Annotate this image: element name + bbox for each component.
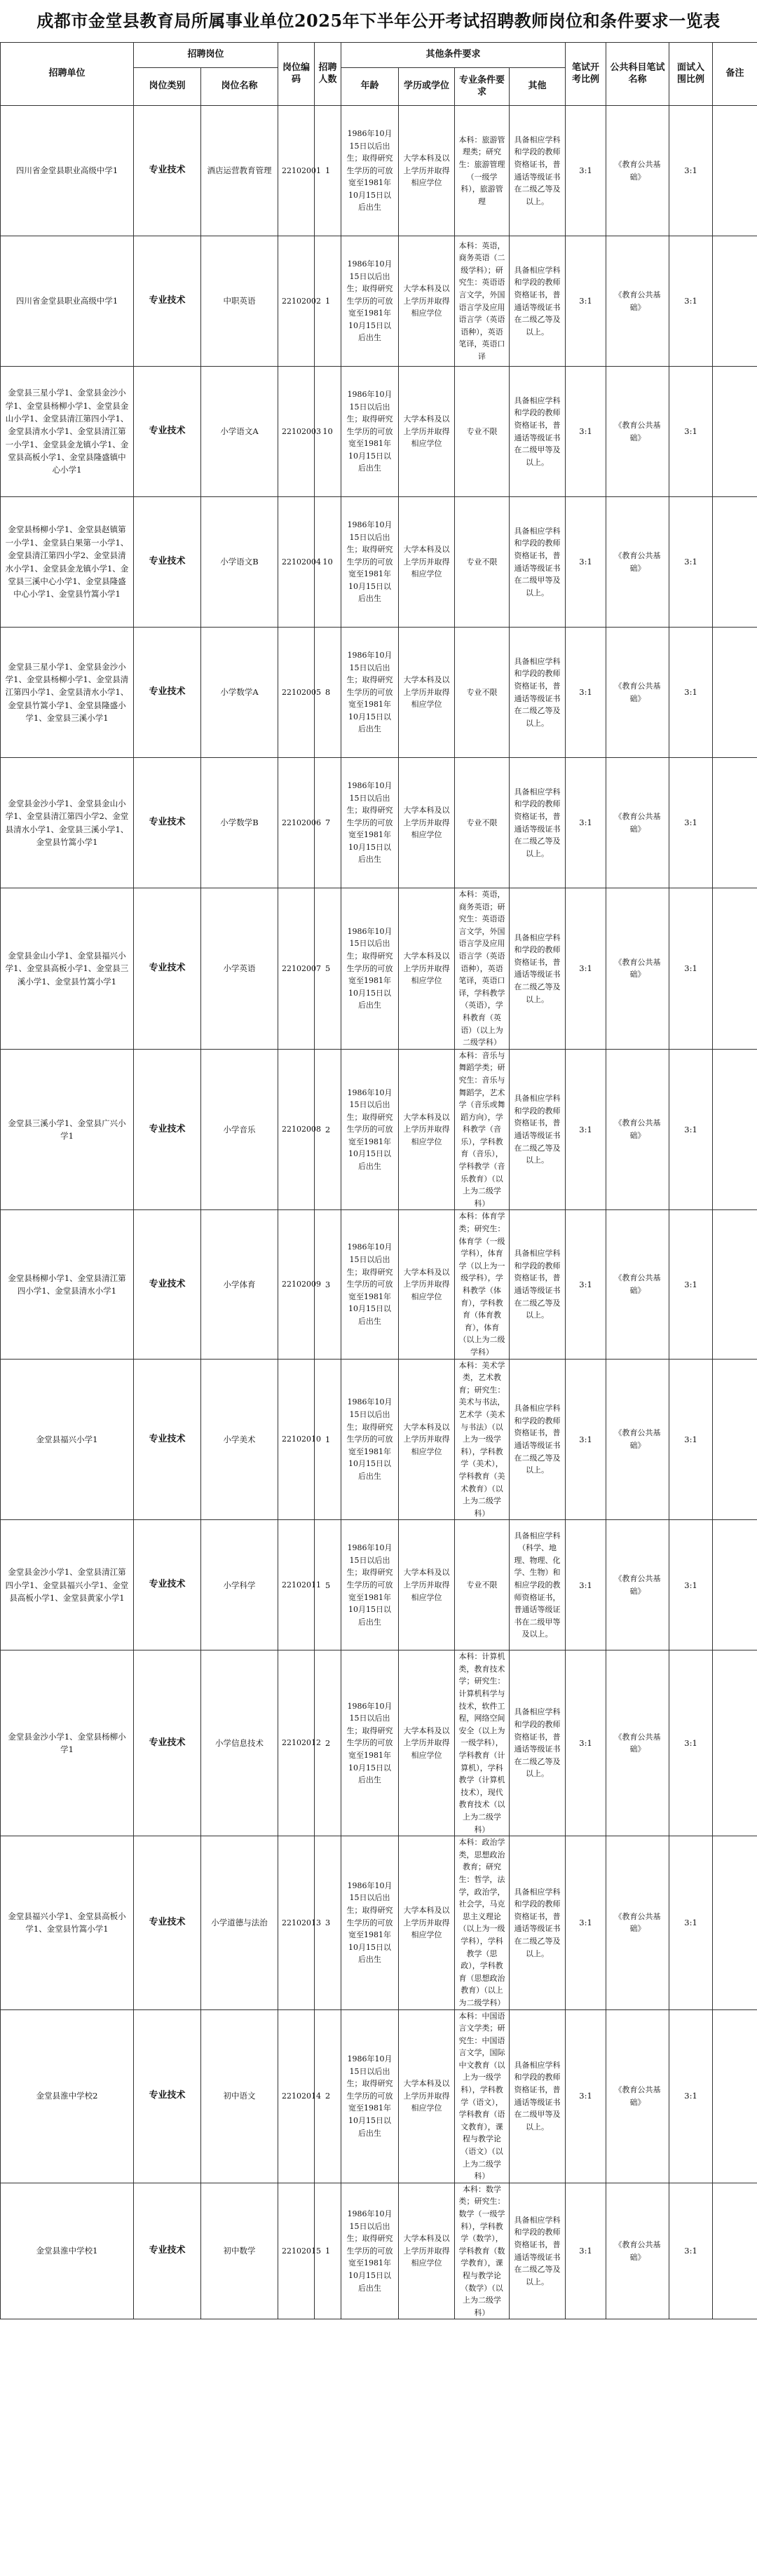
position-name-cell: 小学体育 [201,1210,278,1359]
subject-cell: 《教育公共基础》 [606,497,669,628]
unit-cell: 金堂县三星小学1、金堂县金沙小学1、金堂县杨柳小学1、金堂县清江第四小学1、金堂县清水小学1、金堂县竹篙小学1、金堂县隆盛小学1、金堂县三溪小学1 [1,628,134,758]
header-position-group: 招聘岗位 [134,43,278,68]
interview-cell: 3:1 [669,2009,713,2183]
table-row [1,1359,757,1520]
unit-cell: 四川省金堂县职业高级中学1 [1,106,134,236]
unit-cell: 金堂县金沙小学1、金堂县金山小学1、金堂县清江第四小学2、金堂县清水小学1、金堂县三溪小学1、金堂县竹篙小学1 [1,758,134,888]
recruitment-table [0,42,757,2319]
interview-cell: 3:1 [669,888,713,1050]
remarks-cell [713,106,757,236]
position-name-cell: 小学数学A [201,628,278,758]
age-cell: 1986年10月15日以后出生；取得研究生学历的可放宽至1981年10月15日以后出生 [341,367,399,497]
other-cell: 具备相应学科和学段的教师资格证书，普通话等级证书在二级乙等及以上。 [510,1049,566,1210]
position-name-cell: 小学信息技术 [201,1650,278,1836]
subject-cell: 《教育公共基础》 [606,236,669,367]
category-cell: 专业技术 [134,628,201,758]
interview-cell: 3:1 [669,1049,713,1210]
ratio-cell: 3:1 [566,888,606,1050]
unit-cell: 金堂县金沙小学1、金堂县清江第四小学1、金堂县福兴小学1、金堂县高板小学1、金堂县黄家小学1 [1,1520,134,1650]
table-row [1,2183,757,2319]
ratio-cell: 3:1 [566,758,606,888]
table-row [1,497,757,628]
remarks-cell [713,2183,757,2319]
ratio-cell: 3:1 [566,106,606,236]
ratio-cell: 3:1 [566,1520,606,1650]
ratio-cell: 3:1 [566,1836,606,2009]
major-cell: 专业不限 [455,1520,510,1650]
interview-cell: 3:1 [669,1520,713,1650]
major-cell: 专业不限 [455,497,510,628]
age-cell: 1986年10月15日以后出生；取得研究生学历的可放宽至1981年10月15日以后出生 [341,1049,399,1210]
remarks-cell [713,367,757,497]
subject-cell: 《教育公共基础》 [606,628,669,758]
table-row [1,888,757,1050]
major-cell: 本科：英语，商务英语；研究生：英语语言文学，外国语言学及应用语言学（英语语种），英语笔译，英语口译，学科教学（英语），学科教育（英语）（以上为二级学科） [455,888,510,1050]
other-cell: 具备相应学科和学段的教师资格证书，普通话等级证书在二级乙等及以上。 [510,1836,566,2009]
remarks-cell [713,888,757,1050]
category-cell: 专业技术 [134,497,201,628]
other-cell: 具备相应学科和学段的教师资格证书，普通话等级证书在二级乙等及以上。 [510,1650,566,1836]
count-cell: 3 [315,1210,341,1359]
position-name-cell: 小学美术 [201,1359,278,1520]
other-cell: 具备相应学科和学段的教师资格证书，普通话等级证书在二级甲等及以上。 [510,367,566,497]
position-name-cell: 小学语文A [201,367,278,497]
ratio-cell: 3:1 [566,497,606,628]
age-cell: 1986年10月15日以后出生；取得研究生学历的可放宽至1981年10月15日以后出生 [341,2009,399,2183]
code-cell: 22102009 [278,1210,315,1359]
table-row [1,1210,757,1359]
table-row [1,367,757,497]
edu-cell: 大学本科及以上学历并取得相应学位 [399,106,455,236]
subject-cell: 《教育公共基础》 [606,758,669,888]
count-cell: 7 [315,758,341,888]
other-cell: 具备相应学科和学段的教师资格证书，普通话等级证书在二级乙等及以上。 [510,106,566,236]
remarks-cell [713,1520,757,1650]
unit-cell: 金堂县三星小学1、金堂县金沙小学1、金堂县杨柳小学1、金堂县金山小学1、金堂县清江第四小学1、金堂县清水小学1、金堂县清江第一小学1、金堂县金龙镇小学1、金堂县高板小学1、金堂县隆盛镇中心小学1 [1,367,134,497]
remarks-cell [713,2009,757,2183]
count-cell: 8 [315,628,341,758]
header-ratio: 笔试开考比例 [566,43,606,106]
interview-cell: 3:1 [669,1836,713,2009]
age-cell: 1986年10月15日以后出生；取得研究生学历的可放宽至1981年10月15日以后出生 [341,758,399,888]
interview-cell: 3:1 [669,1650,713,1836]
edu-cell: 大学本科及以上学历并取得相应学位 [399,1836,455,2009]
position-name-cell: 小学道德与法治 [201,1836,278,2009]
age-cell: 1986年10月15日以后出生；取得研究生学历的可放宽至1981年10月15日以后出生 [341,1520,399,1650]
ratio-cell: 3:1 [566,628,606,758]
remarks-cell [713,1650,757,1836]
age-cell: 1986年10月15日以后出生；取得研究生学历的可放宽至1981年10月15日以后出生 [341,2183,399,2319]
edu-cell: 大学本科及以上学历并取得相应学位 [399,758,455,888]
major-cell: 专业不限 [455,628,510,758]
header-count: 招聘人数 [315,43,341,106]
interview-cell: 3:1 [669,2183,713,2319]
code-cell: 22102004 [278,497,315,628]
subject-cell: 《教育公共基础》 [606,1049,669,1210]
count-cell: 1 [315,236,341,367]
header-position-name: 岗位名称 [201,68,278,106]
table-header [1,43,757,106]
position-name-cell: 中职英语 [201,236,278,367]
category-cell: 专业技术 [134,888,201,1050]
subject-cell: 《教育公共基础》 [606,1520,669,1650]
interview-cell: 3:1 [669,236,713,367]
edu-cell: 大学本科及以上学历并取得相应学位 [399,367,455,497]
header-unit: 招聘单位 [1,43,134,106]
category-cell: 专业技术 [134,106,201,236]
code-cell: 22102014 [278,2009,315,2183]
count-cell: 5 [315,888,341,1050]
code-cell: 22102003 [278,367,315,497]
ratio-cell: 3:1 [566,2183,606,2319]
code-cell: 22102006 [278,758,315,888]
other-cell: 具备相应学科和学段的教师资格证书，普通话等级证书在二级甲等及以上。 [510,2009,566,2183]
interview-cell: 3:1 [669,367,713,497]
subject-cell: 《教育公共基础》 [606,1836,669,2009]
unit-cell: 金堂县淮中学校1 [1,2183,134,2319]
interview-cell: 3:1 [669,1359,713,1520]
ratio-cell: 3:1 [566,1210,606,1359]
category-cell: 专业技术 [134,1520,201,1650]
subject-cell: 《教育公共基础》 [606,106,669,236]
header-category: 岗位类别 [134,68,201,106]
age-cell: 1986年10月15日以后出生；取得研究生学历的可放宽至1981年10月15日以后出生 [341,1359,399,1520]
category-cell: 专业技术 [134,1650,201,1836]
major-cell: 专业不限 [455,367,510,497]
major-cell: 本科：中国语言文学类；研究生：中国语言文学，国际中文教育（以上为一级学科），学科教学（语文），学科教育（语文教育），课程与教学论（语文）（以上为二级学科） [455,2009,510,2183]
table-row [1,106,757,236]
unit-cell: 金堂县福兴小学1 [1,1359,134,1520]
table-row [1,2009,757,2183]
edu-cell: 大学本科及以上学历并取得相应学位 [399,1650,455,1836]
edu-cell: 大学本科及以上学历并取得相应学位 [399,1520,455,1650]
header-subject: 公共科目笔试名称 [606,43,669,106]
table-row [1,236,757,367]
edu-cell: 大学本科及以上学历并取得相应学位 [399,628,455,758]
edu-cell: 大学本科及以上学历并取得相应学位 [399,1359,455,1520]
table-body [1,106,757,2319]
unit-cell: 金堂县金沙小学1、金堂县杨柳小学1 [1,1650,134,1836]
interview-cell: 3:1 [669,1210,713,1359]
subject-cell: 《教育公共基础》 [606,888,669,1050]
subject-cell: 《教育公共基础》 [606,1650,669,1836]
unit-cell: 四川省金堂县职业高级中学1 [1,236,134,367]
other-cell: 具备相应学科和学段的教师资格证书，普通话等级证书在二级乙等及以上。 [510,888,566,1050]
code-cell: 22102013 [278,1836,315,2009]
count-cell: 10 [315,367,341,497]
header-code: 岗位编码 [278,43,315,106]
position-name-cell: 小学科学 [201,1520,278,1650]
code-cell: 22102010 [278,1359,315,1520]
header-other-group: 其他条件要求 [341,43,566,68]
unit-cell: 金堂县金山小学1、金堂县福兴小学1、金堂县高板小学1、金堂县三溪小学1、金堂县竹篙小学1 [1,888,134,1050]
count-cell: 2 [315,1049,341,1210]
count-cell: 3 [315,1836,341,2009]
ratio-cell: 3:1 [566,1650,606,1836]
position-name-cell: 小学语文B [201,497,278,628]
code-cell: 22102012 [278,1650,315,1836]
category-cell: 专业技术 [134,236,201,367]
interview-cell: 3:1 [669,758,713,888]
age-cell: 1986年10月15日以后出生；取得研究生学历的可放宽至1981年10月15日以后出生 [341,1836,399,2009]
code-cell: 22102001 [278,106,315,236]
code-cell: 22102002 [278,236,315,367]
interview-cell: 3:1 [669,628,713,758]
count-cell: 1 [315,1359,341,1520]
edu-cell: 大学本科及以上学历并取得相应学位 [399,2009,455,2183]
unit-cell: 金堂县淮中学校2 [1,2009,134,2183]
position-name-cell: 小学数学B [201,758,278,888]
document-title: 成都市金堂县教育局所属事业单位2025年下半年公开考试招聘教师岗位和条件要求一览表 [36,11,721,31]
major-cell: 本科：计算机类，教育技术学；研究生：计算机科学与技术，软件工程，网络空间安全（以上为一级学科），学科教育（计算机），学科教学（计算机技术），现代教育技术（以上为二级学科） [455,1650,510,1836]
header-interview: 面试入围比例 [669,43,713,106]
category-cell: 专业技术 [134,1359,201,1520]
other-cell: 具备相应学科和学段的教师资格证书，普通话等级证书在二级乙等及以上。 [510,1210,566,1359]
age-cell: 1986年10月15日以后出生；取得研究生学历的可放宽至1981年10月15日以后出生 [341,628,399,758]
subject-cell: 《教育公共基础》 [606,2009,669,2183]
table-row [1,1520,757,1650]
table-row [1,1650,757,1836]
unit-cell: 金堂县福兴小学1、金堂县高板小学1、金堂县竹篙小学1 [1,1836,134,2009]
interview-cell: 3:1 [669,106,713,236]
major-cell: 本科：体育学类；研究生：体育学（一级学科），体育学（以上为一级学科），学科教学（体育），学科教育（体育教育），体育（以上为二级学科） [455,1210,510,1359]
category-cell: 专业技术 [134,1210,201,1359]
subject-cell: 《教育公共基础》 [606,1210,669,1359]
edu-cell: 大学本科及以上学历并取得相应学位 [399,497,455,628]
major-cell: 本科：数学类；研究生：数学（一级学科），学科教学（数学），学科教育（数学教育），课程与教学论（数学）（以上为二级学科） [455,2183,510,2319]
age-cell: 1986年10月15日以后出生；取得研究生学历的可放宽至1981年10月15日以后出生 [341,236,399,367]
ratio-cell: 3:1 [566,2009,606,2183]
count-cell: 10 [315,497,341,628]
table-row [1,1049,757,1210]
category-cell: 专业技术 [134,367,201,497]
edu-cell: 大学本科及以上学历并取得相应学位 [399,1210,455,1359]
major-cell: 本科：音乐与舞蹈学类；研究生：音乐与舞蹈学，艺术学（音乐或舞蹈方向），学科教学（音乐），学科教育（音乐），学科教学（音乐教育）（以上为二级学科） [455,1049,510,1210]
subject-cell: 《教育公共基础》 [606,2183,669,2319]
ratio-cell: 3:1 [566,236,606,367]
other-cell: 具备相应学科和学段的教师资格证书，普通话等级证书在二级乙等及以上。 [510,236,566,367]
header-remarks: 备注 [713,43,757,106]
ratio-cell: 3:1 [566,367,606,497]
age-cell: 1986年10月15日以后出生；取得研究生学历的可放宽至1981年10月15日以后出生 [341,497,399,628]
header-edu: 学历或学位 [399,68,455,106]
remarks-cell [713,1210,757,1359]
unit-cell: 金堂县三溪小学1、金堂县广兴小学1 [1,1049,134,1210]
table-row [1,628,757,758]
remarks-cell [713,497,757,628]
table-row [1,758,757,888]
code-cell: 22102007 [278,888,315,1050]
age-cell: 1986年10月15日以后出生；取得研究生学历的可放宽至1981年10月15日以后出生 [341,1210,399,1359]
count-cell: 5 [315,1520,341,1650]
remarks-cell [713,1359,757,1520]
edu-cell: 大学本科及以上学历并取得相应学位 [399,1049,455,1210]
position-name-cell: 小学英语 [201,888,278,1050]
position-name-cell: 小学音乐 [201,1049,278,1210]
category-cell: 专业技术 [134,758,201,888]
other-cell: 具备相应学科和学段的教师资格证书，普通话等级证书在二级乙等及以上。 [510,628,566,758]
major-cell: 专业不限 [455,758,510,888]
remarks-cell [713,628,757,758]
count-cell: 2 [315,1650,341,1836]
ratio-cell: 3:1 [566,1359,606,1520]
other-cell: 具备相应学科和学段的教师资格证书，普通话等级证书在二级乙等及以上。 [510,2183,566,2319]
header-major: 专业条件要求 [455,68,510,106]
unit-cell: 金堂县杨柳小学1、金堂县清江第四小学1、金堂县清水小学1 [1,1210,134,1359]
interview-cell: 3:1 [669,497,713,628]
remarks-cell [713,236,757,367]
category-cell: 专业技术 [134,2183,201,2319]
subject-cell: 《教育公共基础》 [606,367,669,497]
edu-cell: 大学本科及以上学历并取得相应学位 [399,888,455,1050]
category-cell: 专业技术 [134,1836,201,2009]
code-cell: 22102005 [278,628,315,758]
subject-cell: 《教育公共基础》 [606,1359,669,1520]
major-cell: 本科：政治学类，思想政治教育；研究生：哲学，法学，政治学，社会学，马克思主义理论（以上为一级学科），学科教学（思政），学科教育（思想政治教育）（以上为二级学科） [455,1836,510,2009]
ratio-cell: 3:1 [566,1049,606,1210]
table-row [1,1836,757,2009]
position-name-cell: 初中语文 [201,2009,278,2183]
count-cell: 2 [315,2009,341,2183]
age-cell: 1986年10月15日以后出生；取得研究生学历的可放宽至1981年10月15日以后出生 [341,1650,399,1836]
age-cell: 1986年10月15日以后出生；取得研究生学历的可放宽至1981年10月15日以后出生 [341,106,399,236]
header-age: 年龄 [341,68,399,106]
code-cell: 22102008 [278,1049,315,1210]
major-cell: 本科：英语，商务英语（二级学科）；研究生：英语语言文学，外国语言学及应用语言学（英语语种），英语笔译，英语口译 [455,236,510,367]
count-cell: 1 [315,2183,341,2319]
category-cell: 专业技术 [134,1049,201,1210]
other-cell: 具备相应学科和学段的教师资格证书，普通话等级证书在二级乙等及以上。 [510,758,566,888]
position-name-cell: 酒店运营教育管理 [201,106,278,236]
other-cell: 具备相应学科和学段的教师资格证书，普通话等级证书在二级甲等及以上。 [510,497,566,628]
major-cell: 本科：美术学类，艺术教育；研究生：美术与书法，艺术学（美术与书法）（以上为一级学科），学科教学（美术），学科教育（美术教育）（以上为二级学科） [455,1359,510,1520]
category-cell: 专业技术 [134,2009,201,2183]
position-name-cell: 初中数学 [201,2183,278,2319]
other-cell: 具备相应学科和学段的教师资格证书，普通话等级证书在二级乙等及以上。 [510,1359,566,1520]
remarks-cell [713,1049,757,1210]
code-cell: 22102015 [278,2183,315,2319]
edu-cell: 大学本科及以上学历并取得相应学位 [399,236,455,367]
remarks-cell [713,758,757,888]
unit-cell: 金堂县杨柳小学1、金堂县赵镇第一小学1、金堂县白果第一小学1、金堂县清江第四小学2、金堂县清水小学1、金堂县金龙镇小学1、金堂县三溪中心小学1、金堂县隆盛中心小学1、金堂县竹篙小学1 [1,497,134,628]
header-other: 其他 [510,68,566,106]
major-cell: 本科：旅游管理类；研究生：旅游管理（一级学科），旅游管理 [455,106,510,236]
count-cell: 1 [315,106,341,236]
edu-cell: 大学本科及以上学历并取得相应学位 [399,2183,455,2319]
remarks-cell [713,1836,757,2009]
age-cell: 1986年10月15日以后出生；取得研究生学历的可放宽至1981年10月15日以后出生 [341,888,399,1050]
other-cell: 具备相应学科（科学、地理、物理、化学、生物）和相应学段的教师资格证书，普通话等级证书在二级甲等及以上。 [510,1520,566,1650]
code-cell: 22102011 [278,1520,315,1650]
